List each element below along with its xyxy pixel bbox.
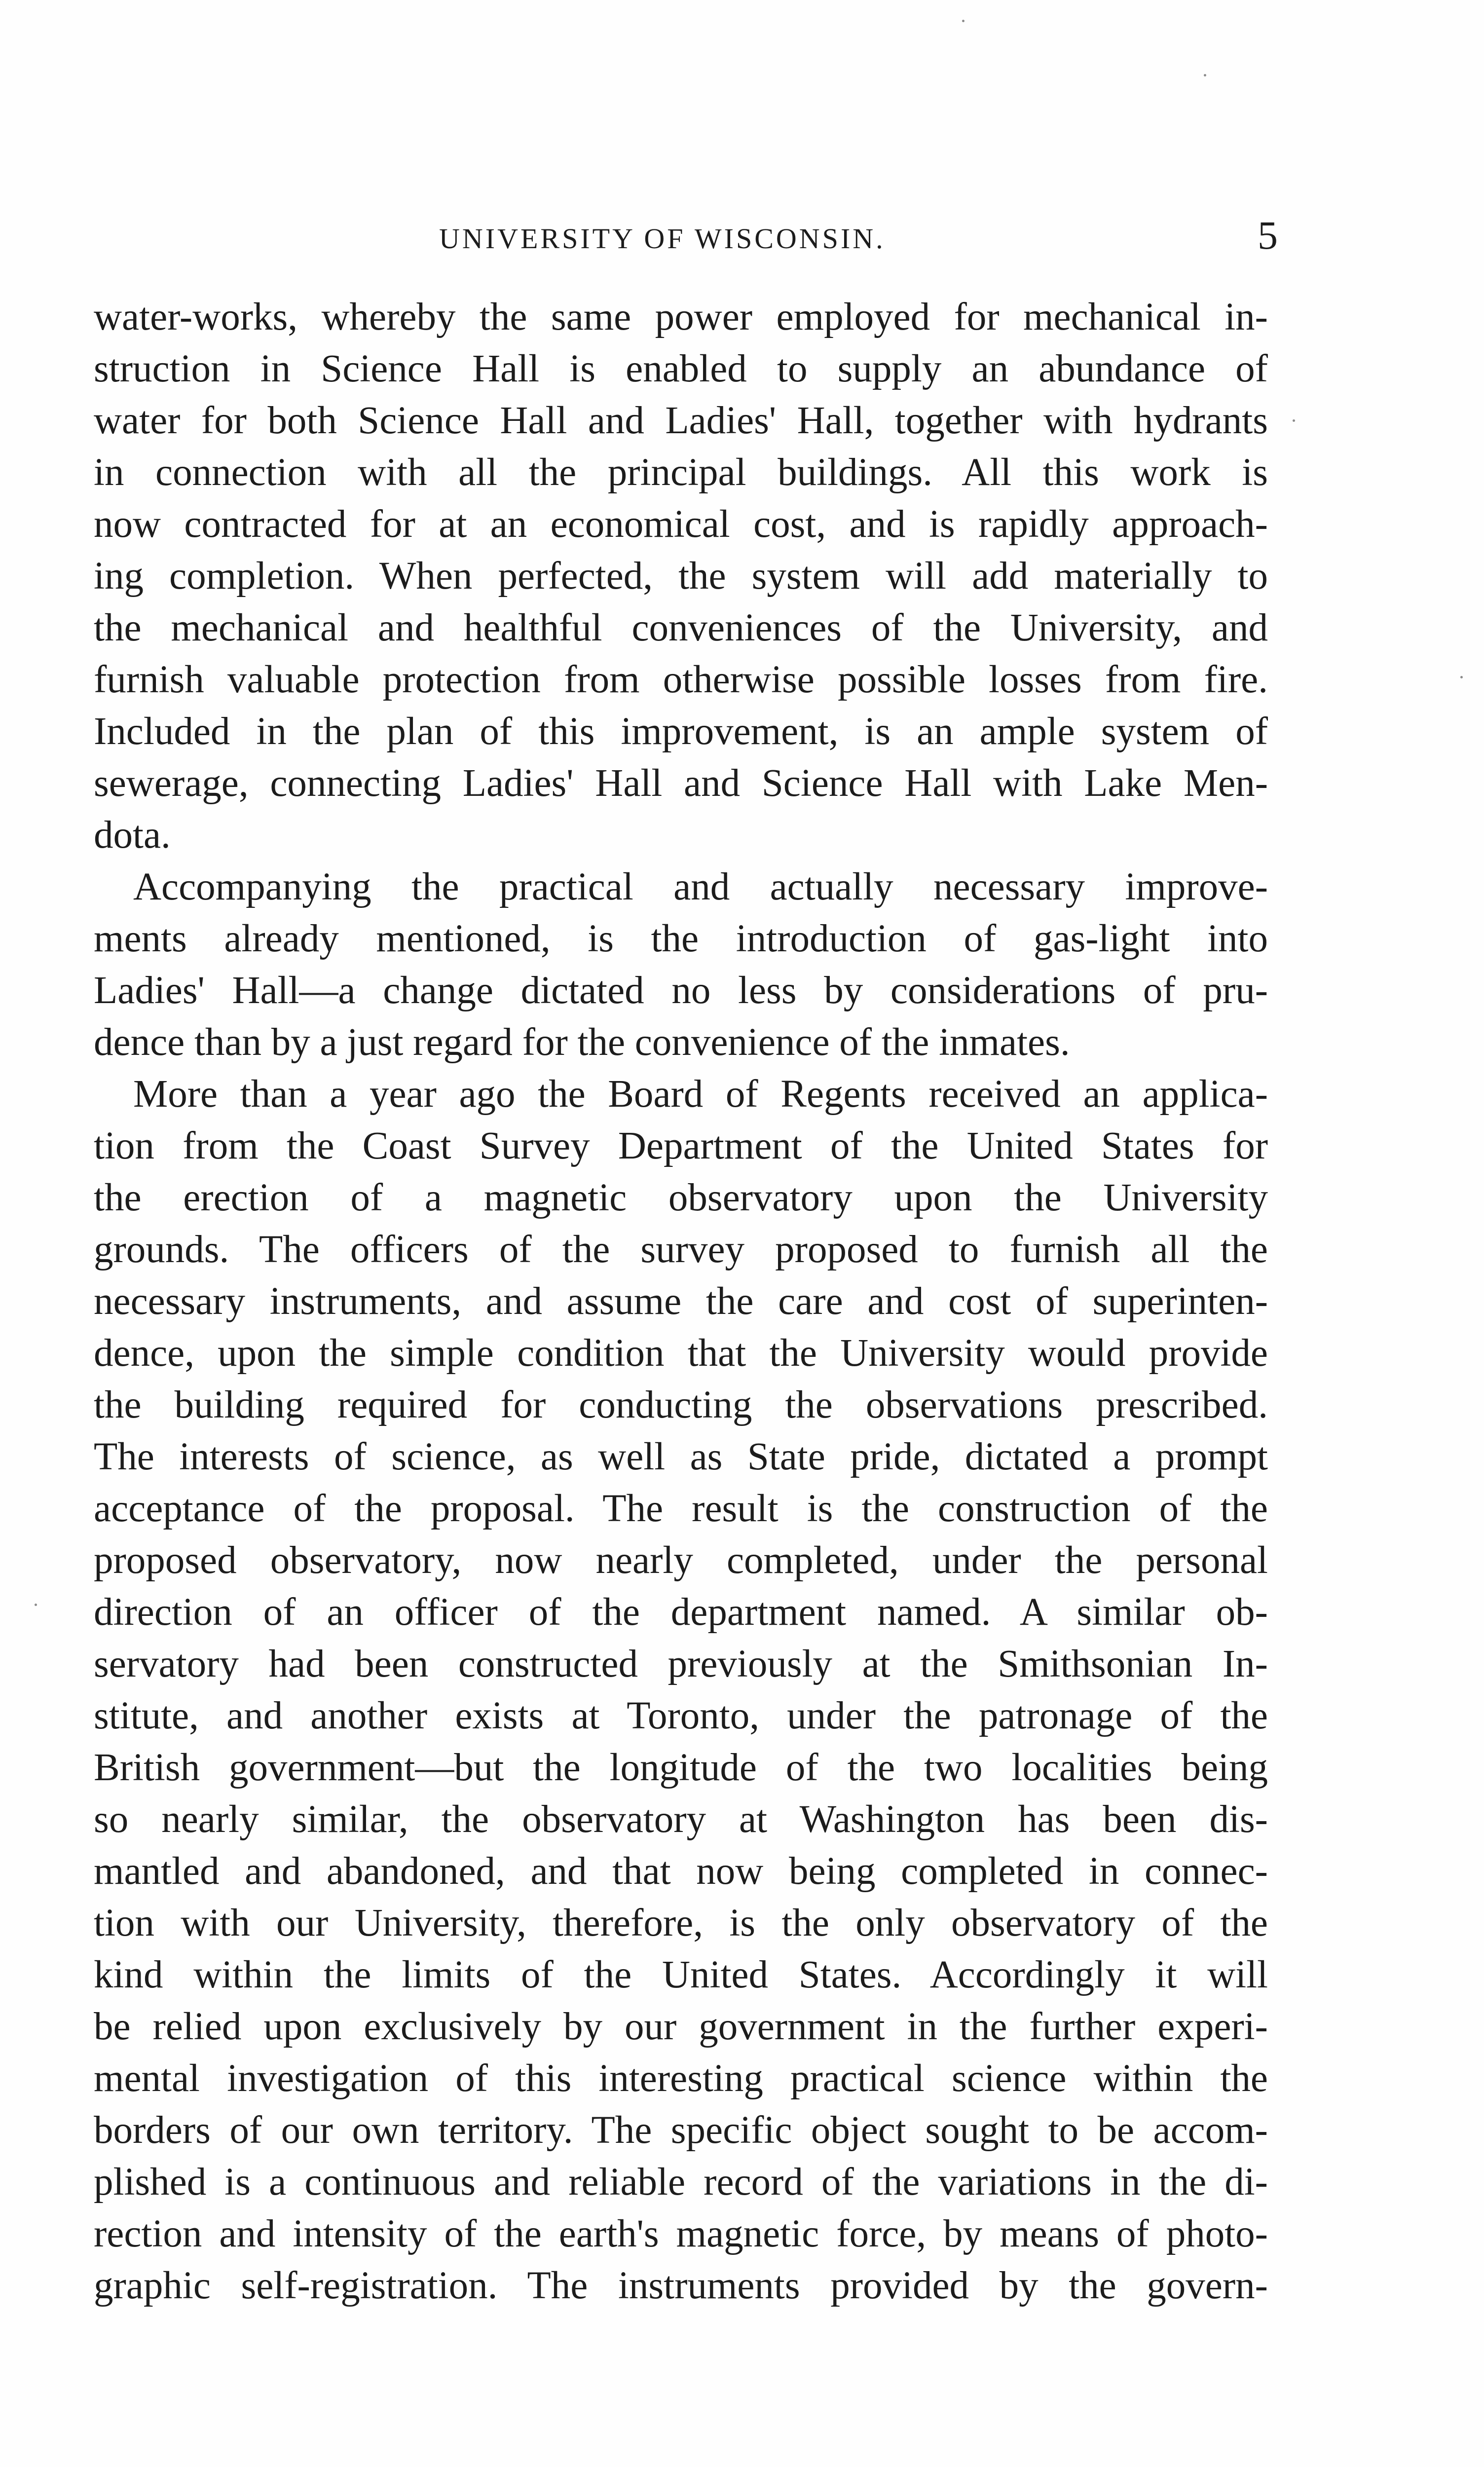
text-line: grounds. The officers of the survey proposed to furnish all the bbox=[94, 1228, 1268, 1271]
text-line: graphic self-registration. The instruments provided by the govern- bbox=[94, 2264, 1268, 2307]
text-line: direction of an officer of the department named. A similar ob- bbox=[94, 1591, 1268, 1634]
text-line: water-works, whereby the same power employed for mechanical in- bbox=[94, 296, 1268, 338]
text-line: water for both Science Hall and Ladies' Hall, together with hydrants bbox=[94, 399, 1268, 442]
text-line: borders of our own territory. The specific object sought to be accom- bbox=[94, 2109, 1268, 2152]
page-number: 5 bbox=[1258, 213, 1278, 258]
text-line: so nearly similar, the observatory at Washington has been dis- bbox=[94, 1798, 1268, 1841]
body-text bbox=[94, 291, 1268, 2312]
text-line: acceptance of the proposal. The result is the construction of the bbox=[94, 1487, 1268, 1530]
text-line: now contracted for at an economical cost, and is rapidly approach- bbox=[94, 503, 1268, 546]
text-line: Ladies' Hall—a change dictated no less by considerations of pru- bbox=[94, 969, 1268, 1012]
text-line: stitute, and another exists at Toronto, under the patronage of the bbox=[94, 1694, 1268, 1737]
text-line: tion with our University, therefore, is the only observatory of the bbox=[94, 1902, 1268, 1944]
scan-speck bbox=[1204, 74, 1206, 76]
scan-speck bbox=[1293, 419, 1295, 422]
page-header bbox=[94, 212, 1278, 266]
text-line: ments already mentioned, is the introduction of gas-light into bbox=[94, 917, 1268, 960]
text-line: dota. bbox=[94, 814, 171, 857]
text-line: Included in the plan of this improvement, is an ample system of bbox=[94, 710, 1268, 753]
paragraph bbox=[94, 291, 1268, 861]
text-line: dence, upon the simple condition that the University would provide bbox=[94, 1332, 1268, 1375]
text-line: servatory had been constructed previously at the Smithsonian In- bbox=[94, 1643, 1268, 1685]
text-line: plished is a continuous and reliable record of the variations in the di- bbox=[94, 2161, 1268, 2204]
text-line: sewerage, connecting Ladies' Hall and Science Hall with Lake Men- bbox=[94, 762, 1268, 805]
text-line: The interests of science, as well as State pride, dictated a prompt bbox=[94, 1435, 1268, 1478]
text-line: necessary instruments, and assume the care and cost of superinten- bbox=[94, 1280, 1268, 1323]
text-line: dence than by a just regard for the convenience of the inmates. bbox=[94, 1021, 1070, 1064]
text-line: British government—but the longitude of the two localities being bbox=[94, 1746, 1268, 1789]
text-line: tion from the Coast Survey Department of the United States for bbox=[94, 1124, 1268, 1167]
scan-speck bbox=[962, 20, 965, 22]
paragraph bbox=[94, 1068, 1268, 2312]
text-line: mental investigation of this interesting practical science within the bbox=[94, 2057, 1268, 2100]
text-line: struction in Science Hall is enabled to supply an abundance of bbox=[94, 347, 1268, 390]
text-line: Accompanying the practical and actually necessary improve- bbox=[133, 865, 1268, 908]
scan-speck bbox=[35, 1604, 37, 1606]
text-line: be relied upon exclusively by our government in the further experi- bbox=[94, 2005, 1268, 2048]
text-line: kind within the limits of the United States. Accordingly it will bbox=[94, 1953, 1268, 1996]
text-line: in connection with all the principal buildings. All this work is bbox=[94, 451, 1268, 494]
text-line: the building required for conducting the observations prescribed. bbox=[94, 1383, 1268, 1426]
text-line: rection and intensity of the earth's magnetic force, by means of photo- bbox=[94, 2212, 1268, 2255]
text-line: More than a year ago the Board of Regents received an applica- bbox=[133, 1073, 1268, 1116]
text-line: furnish valuable protection from otherwise possible losses from fire. bbox=[94, 658, 1268, 701]
paragraph bbox=[94, 861, 1268, 1068]
text-line: the mechanical and healthful conveniences of the University, and bbox=[94, 606, 1268, 649]
text-line: the erection of a magnetic observatory upon the University bbox=[94, 1176, 1268, 1219]
text-line: proposed observatory, now nearly completed, under the personal bbox=[94, 1539, 1268, 1582]
text-line: ing completion. When perfected, the system will add materially to bbox=[94, 555, 1268, 598]
scan-speck bbox=[1460, 676, 1463, 678]
running-title: UNIVERSITY OF WISCONSIN. bbox=[439, 223, 886, 255]
text-line: mantled and abandoned, and that now being completed in connec- bbox=[94, 1850, 1268, 1893]
